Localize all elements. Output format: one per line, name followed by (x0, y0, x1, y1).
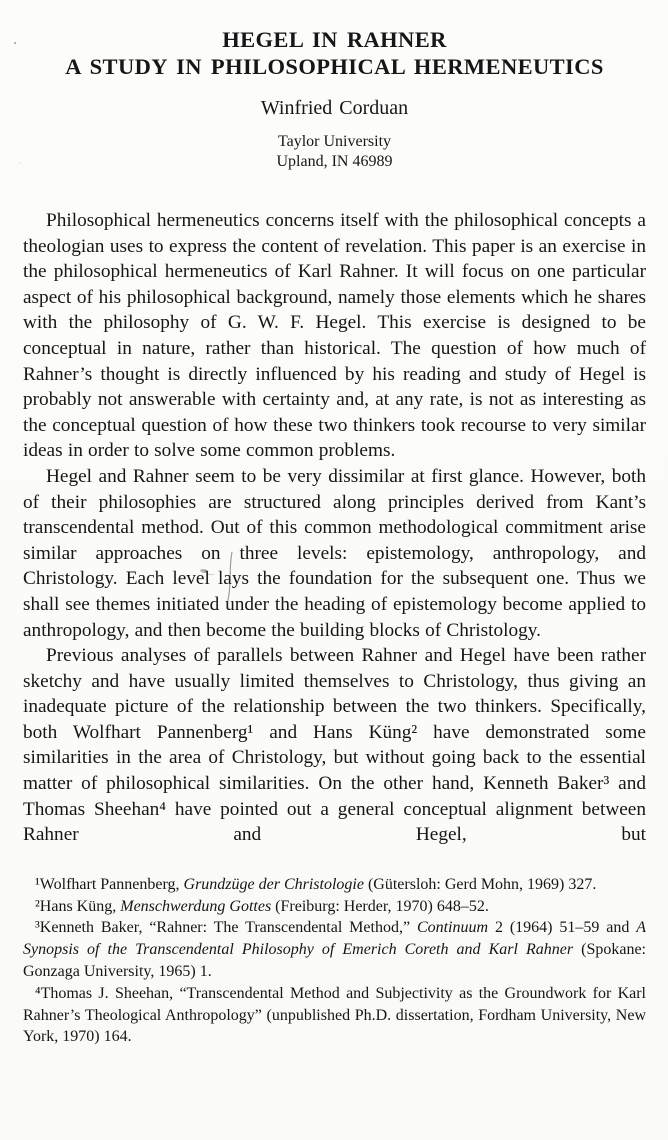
author-name: Winfried Corduan (260, 97, 409, 119)
paper-title-line1: HEGEL IN RAHNER (222, 27, 447, 52)
footnotes-block (23, 874, 646, 1048)
paper-header (23, 26, 646, 172)
paper-title (23, 26, 646, 80)
footnote-2: ²Hans Küng, Menschwerdung Gottes (Freiburg: Herder, 1970) 648–52. (35, 897, 489, 915)
paper-body (23, 208, 646, 848)
author-affiliation (23, 132, 646, 172)
paper-title-line2: A STUDY IN PHILOSOPHICAL HERMENEUTICS (65, 54, 604, 79)
body-paragraph-3: Previous analyses of parallels between Rahner and Hegel have been rather sketchy and have usually limited themselves to Christology, thus giving an inadequate picture of the relationship between the two thinkers. Specifically, both Wolfhart Pannenberg¹ and Hans Küng² have demonstrated some similarities in the area of Christology, but without going back to the essential matter of philosophical similarities. On the other hand, Kenneth Baker³ and Thomas Sheehan⁴ have pointed out a general conceptual alignment between Rahner and Hegel, but (23, 645, 646, 846)
footnote-3: ³Kenneth Baker, “Rahner: The Transcendental Method,” Continuum 2 (1964) 51–59 and A Synopsis of the Transcendental Philosophy of Emerich Coreth and Karl Rahner (Spokane: Gonzaga University, 1965) 1. (23, 919, 647, 981)
affiliation-institution: Taylor University (277, 133, 392, 150)
body-paragraph-2: Hegel and Rahner seem to be very dissimilar at first glance. However, both of their philosophies are structured along principles derived from Kant’s transcendental method. Out of this common methodological commitment arise similar approaches on three levels: epistemology, anthropology, and Christology. Each level lays the foundation for the subsequent one. Thus we shall see themes initiated under the heading of epistemology become applied to anthropology, and then become the building blocks of Christology. (23, 465, 646, 641)
footnote-1: ¹Wolfhart Pannenberg, Grundzüge der Christologie (Gütersloh: Gerd Mohn, 1969) 327. (35, 875, 597, 893)
body-paragraph-1: Philosophical hermeneutics concerns itself with the philosophical concepts a theologian uses to express the content of revelation. This paper is an exercise in the philosophical hermeneutics of Karl Rahner. It will focus on one particular aspect of his philosophical background, namely those elements which he shares with the philosophy of G. W. F. Hegel. This exercise is designed to be conceptual in nature, rather than historical. The question of how much of Rahner’s thought is directly influenced by his reading and study of Hegel is probably not answerable with certainty and, at any rate, is not as interesting as the conceptual question of how these two thinkers took recourse to very similar ideas in order to solve some common problems. (23, 210, 646, 462)
footnote-4: ⁴Thomas J. Sheehan, “Transcendental Method and Subjectivity as the Groundwork for Karl Rahner’s Theological Anthropology” (unpublished Ph.D. dissertation, Fordham University, New York, 1970) 164. (23, 984, 646, 1046)
scan-speck-artifact (14, 42, 16, 44)
affiliation-address: Upland, IN 46989 (276, 153, 393, 170)
